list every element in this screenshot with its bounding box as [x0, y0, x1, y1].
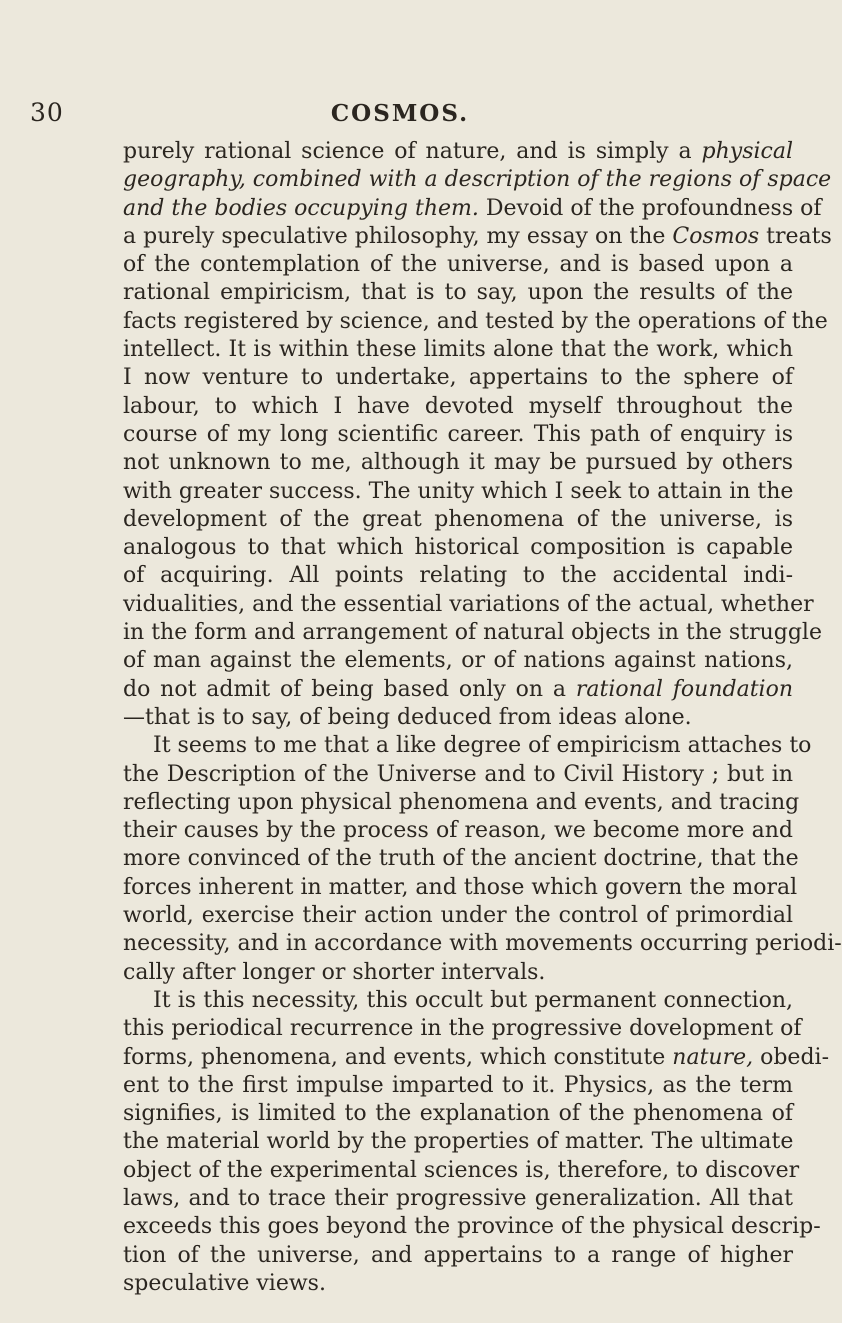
- text-segment: vidualities, and the essential variations of the actual, whether: [123, 591, 814, 617]
- text-segment: forms, phenomena, and events, which constitute: [123, 1044, 673, 1070]
- italic-text: rational foundation: [575, 676, 793, 702]
- text-line: [123, 393, 793, 421]
- text-line: [123, 676, 793, 704]
- text-line: [123, 930, 842, 958]
- text-segment: analogous to that which historical composition is capable: [123, 535, 793, 561]
- text-segment: the material world by the properties of matter. The ultimate: [123, 1129, 794, 1155]
- text-segment: of man against the elements, or of nations against nations,: [123, 648, 793, 674]
- text-segment: not unknown to me, although it may be pursued by others: [123, 450, 793, 476]
- text-line: [123, 1270, 793, 1298]
- text-segment: laws, and to trace their progressive generalization. All that: [123, 1185, 793, 1211]
- text-line: [123, 845, 799, 873]
- text-line: [123, 1100, 793, 1128]
- text-line: [123, 449, 793, 477]
- text-line: [123, 166, 832, 194]
- text-segment: their causes by the process of reason, we become more and: [123, 818, 793, 844]
- text-line: [123, 1185, 793, 1213]
- text-segment: obedi-: [753, 1044, 830, 1070]
- text-line: [123, 1213, 821, 1241]
- text-line: [123, 902, 793, 930]
- text-line: [123, 591, 814, 619]
- text-segment: cally after longer or shorter intervals.: [123, 959, 546, 985]
- text-segment: labour, to which I have devoted myself throughout the: [123, 393, 793, 419]
- text-line: [123, 987, 793, 1015]
- text-segment: purely rational science of nature, and is simply a: [123, 139, 702, 164]
- text-line: [123, 1015, 802, 1043]
- text-segment: with greater success. The unity which I seek to attain in the: [123, 478, 794, 504]
- italic-text: and the bodies occupying them.: [123, 195, 479, 221]
- text-segment: speculative views.: [123, 1270, 326, 1296]
- text-segment: in the form and arrangement of natural objects in the struggle: [123, 620, 822, 646]
- text-line: [123, 251, 793, 279]
- text-segment: intellect. It is within these limits alone that the work, which: [123, 337, 793, 363]
- running-head: COSMOS.: [330, 100, 470, 127]
- text-segment: exceeds this goes beyond the province of the physical descrip-: [123, 1214, 821, 1240]
- text-line: [123, 478, 793, 506]
- text-segment: ent to the first impulse imparted to it. Physics, as the term: [123, 1072, 793, 1098]
- text-segment: of the contemplation of the universe, and is based upon a: [123, 252, 793, 278]
- text-segment: the Description of the Universe and to Civil History ; but in: [123, 761, 793, 787]
- text-segment: a purely speculative philosophy, my essay on the: [123, 223, 673, 249]
- italic-text: physical: [701, 139, 793, 164]
- text-line: [123, 1044, 830, 1072]
- text-line: [123, 364, 793, 392]
- text-segment: tion of the universe, and appertains to a range of higher: [123, 1242, 793, 1268]
- italic-text: geography, combined with a description of the regions of space: [123, 167, 832, 193]
- text-segment: It is this necessity, this occult but permanent connection,: [153, 987, 793, 1013]
- text-line: [123, 195, 822, 223]
- text-segment: I now venture to undertake, appertains to the sphere of: [123, 365, 793, 391]
- text-line: [123, 279, 793, 307]
- text-line: [123, 223, 832, 251]
- text-line: [123, 619, 822, 647]
- text-segment: —that is to say, of being deduced from ideas alone.: [123, 704, 692, 730]
- text-line: [123, 336, 793, 364]
- text-segment: development of the great phenomena of the universe, is: [123, 506, 793, 532]
- text-line: [123, 1157, 800, 1185]
- text-line: [123, 534, 793, 562]
- text-line: [123, 874, 798, 902]
- text-segment: necessity, and in accordance with movements occurring periodi-: [123, 931, 842, 957]
- text-segment: Devoid of the profoundness of: [478, 195, 822, 221]
- text-line: [123, 789, 800, 817]
- text-segment: facts registered by science, and tested by the operations of the: [123, 308, 828, 334]
- text-segment: do not admit of being based only on a: [123, 676, 576, 702]
- italic-text: nature,: [672, 1044, 754, 1070]
- text-segment: course of my long scientific career. This path of enquiry is: [123, 421, 793, 447]
- text-segment: rational empiricism, that is to say, upon the results of the: [123, 280, 793, 306]
- text-line: [123, 138, 793, 166]
- text-line: [123, 1072, 793, 1100]
- text-segment: It seems to me that a like degree of empiricism attaches to: [153, 733, 812, 759]
- text-line: [123, 761, 793, 789]
- text-line: [123, 959, 793, 987]
- text-line: [123, 732, 812, 760]
- text-line: [123, 1242, 793, 1270]
- text-segment: world, exercise their action under the control of primordial: [123, 903, 793, 929]
- page-number: 30: [30, 98, 64, 127]
- text-line: [123, 817, 793, 845]
- text-segment: object of the experimental sciences is, therefore, to discover: [123, 1157, 800, 1183]
- text-segment: of acquiring. All points relating to the accidental indi-: [123, 563, 793, 589]
- text-line: [123, 704, 793, 732]
- text-segment: treats: [759, 223, 832, 249]
- text-line: [123, 421, 793, 449]
- text-segment: this periodical recurrence in the progressive dovelopment of: [123, 1016, 802, 1042]
- text-line: [123, 562, 793, 590]
- page-header: [0, 98, 800, 138]
- text-line: [123, 308, 828, 336]
- body-text: [123, 138, 842, 1298]
- text-segment: more convinced of the truth of the ancient doctrine, that the: [123, 846, 799, 872]
- italic-text: Cosmos: [672, 223, 760, 249]
- text-segment: signifies, is limited to the explanation of the phenomena of: [123, 1101, 793, 1127]
- text-segment: forces inherent in matter, and those which govern the moral: [123, 874, 798, 900]
- text-segment: reflecting upon physical phenomena and events, and tracing: [123, 789, 800, 815]
- text-line: [123, 1128, 793, 1156]
- text-line: [123, 506, 793, 534]
- text-line: [123, 647, 793, 675]
